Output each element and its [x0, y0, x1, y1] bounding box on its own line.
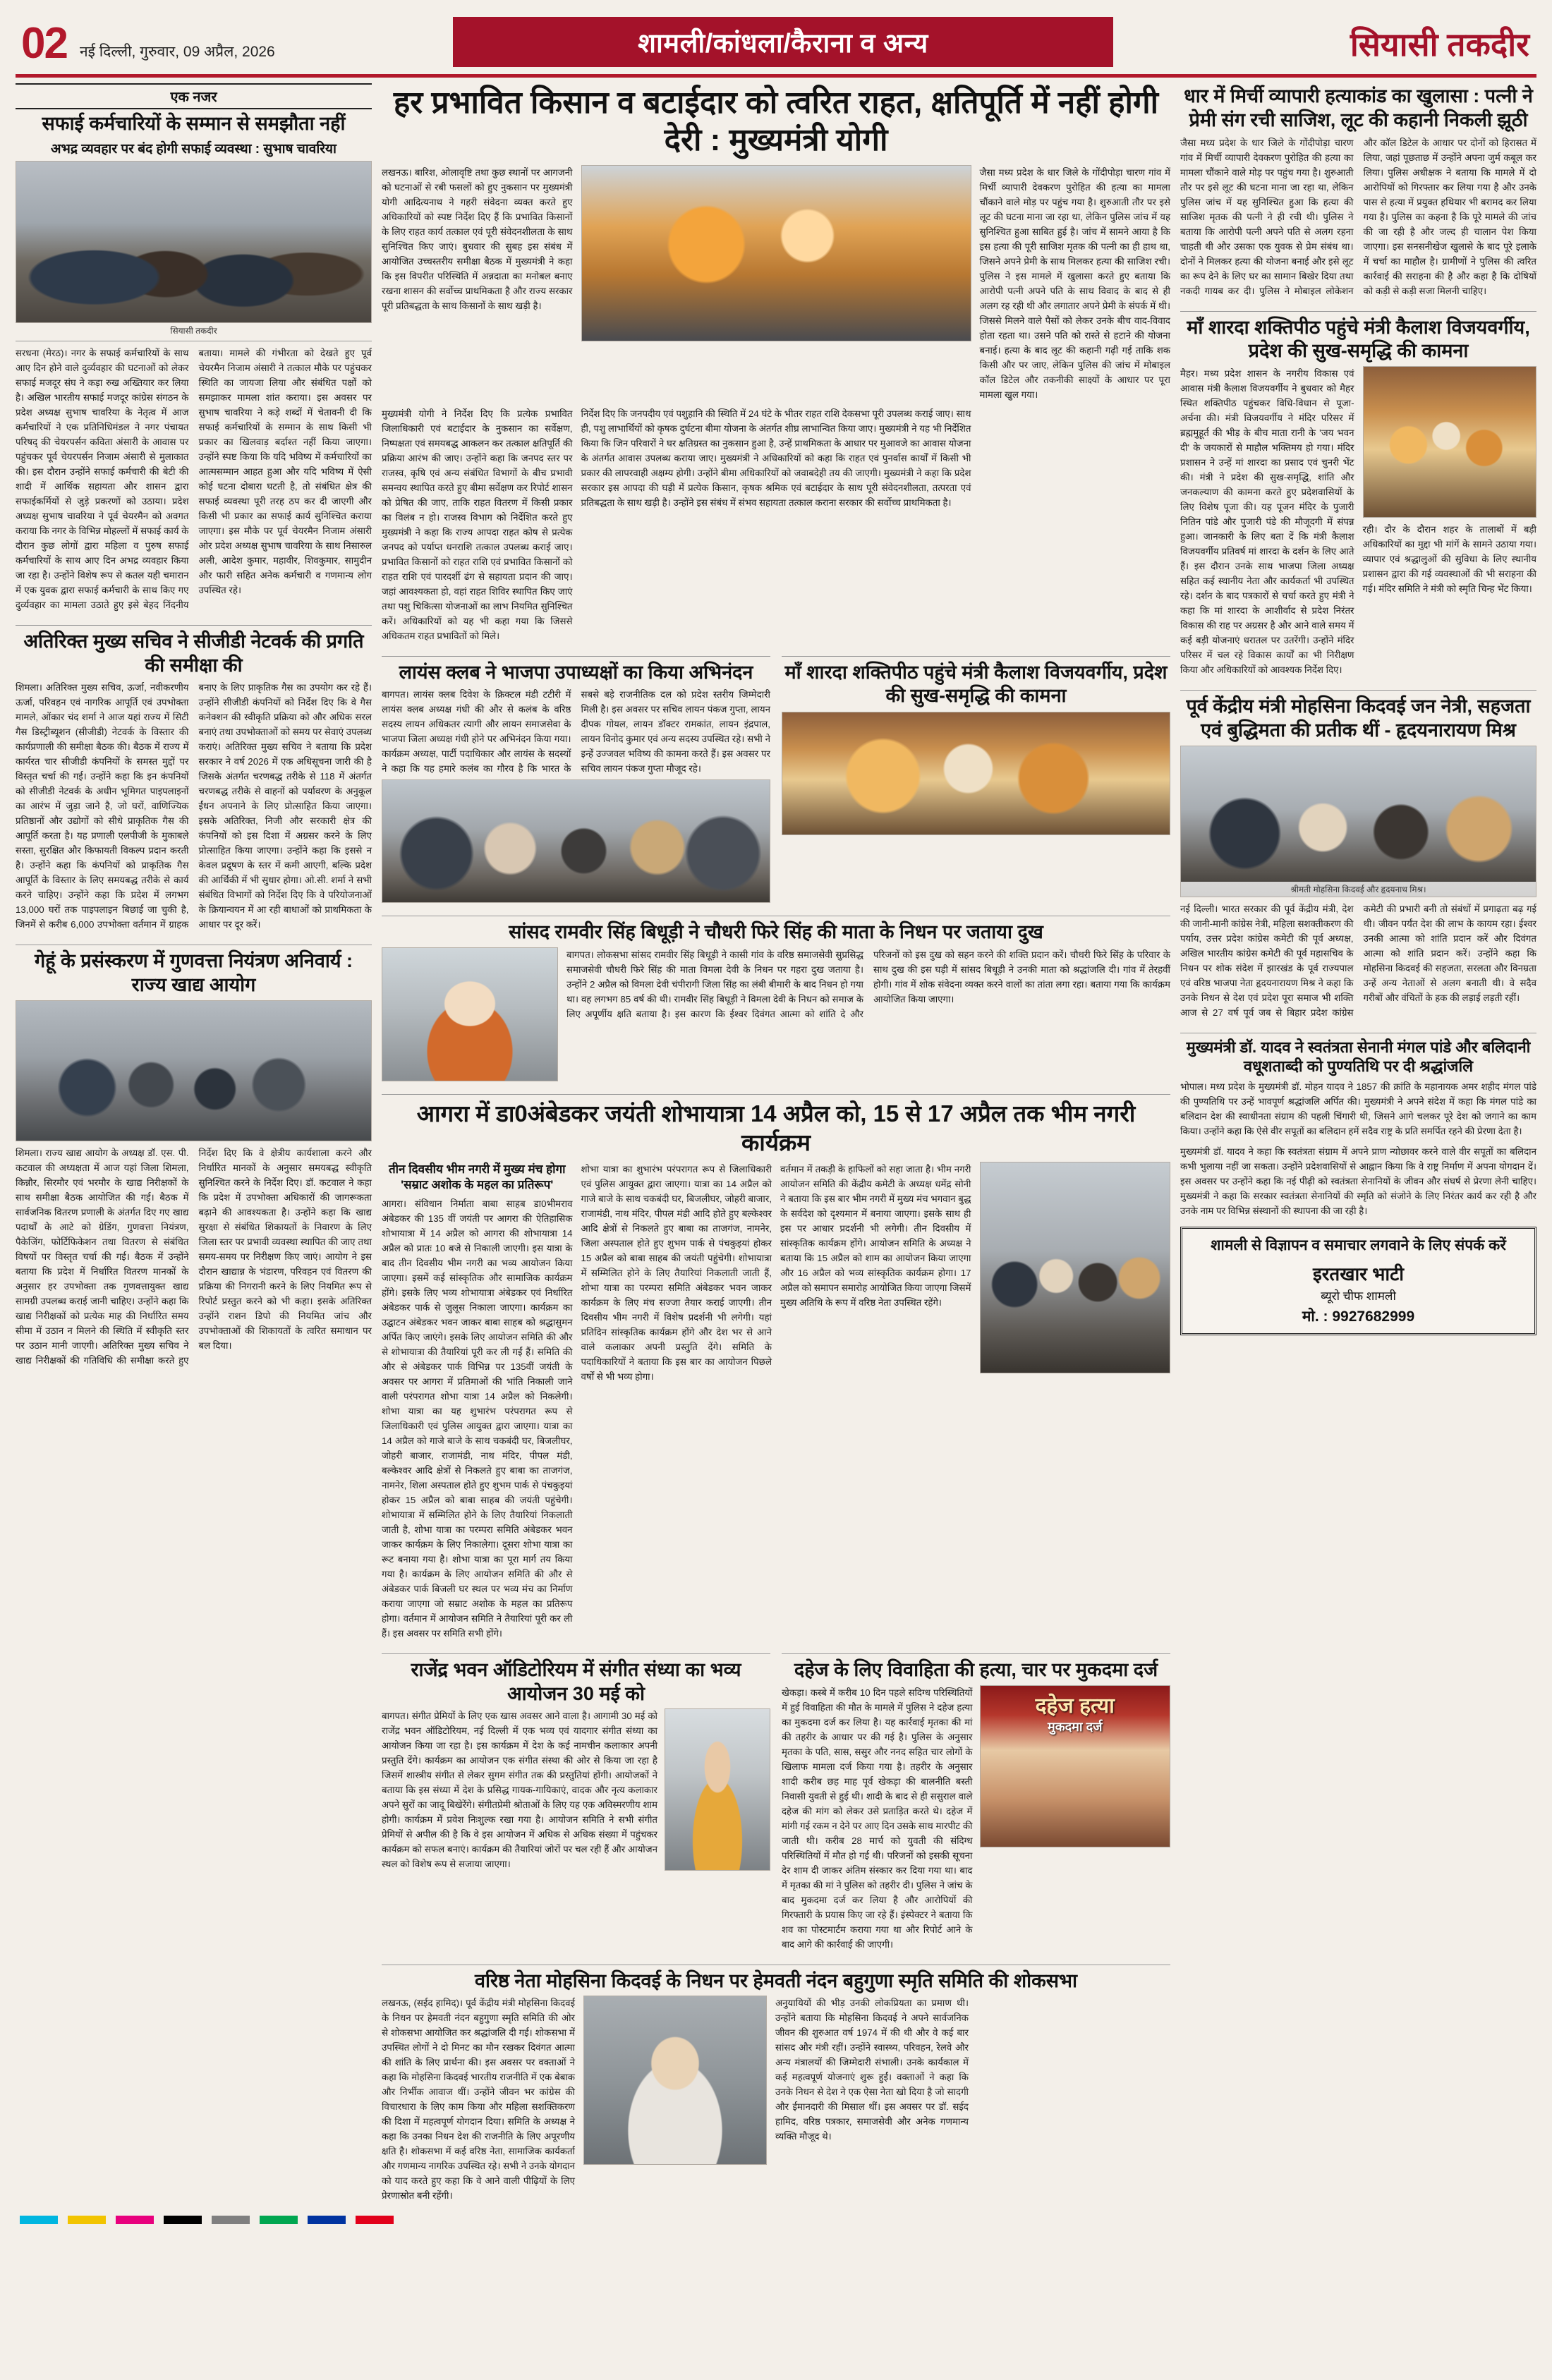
article-ambedkar-jayanti [382, 1090, 1170, 1641]
color-swatch-blue [308, 2216, 346, 2224]
headline-dhar: धार में मिर्ची व्यापारी हत्याकांड का खुलासा : पत्नी ने प्रेमी संग रची साजिश, लूट की कहानी निकली झूठी [1184, 85, 1533, 130]
headline-cm-yadav: मुख्यमंत्री डॉ. यादव ने स्वतंत्रता सेनानी मंगल पांडे और बलिदानी वधूशताब्दी को पुण्यतिथि पर दी श्रद्धांजलि [1186, 1038, 1531, 1075]
article-music-evening [382, 1649, 770, 1952]
subhead-ambedkar: तीन दिवसीय भीम नगरी में मुख्य मंच होगा 'सम्राट अशोक के महल का प्रतिरूप' [388, 1162, 566, 1191]
article-safai-karmchari [16, 83, 372, 612]
body-lead-p4: जैसा मध्य प्रदेश के धार जिले के गोंदीपोड़ा चारण गांव में मिर्ची व्यापारी देवकरण पुरोहित की हत्या का मामला चौंकाने वाले मोड़ पर पहुंच गया है। शुरुआती तौर पर इसे लूट की घटना माना जा रहा था, लेकिन पुलिस जांच में यह सुनिश्चित हुआ साबित हुई है। जांच में सामने आया है कि इस हत्या की पूरी साजिश मृतक की पत्नी का ही हाथ था, जिसने अपने प्रेमी के साथ मिलकर हत्या की साजिश रची। पुलिस ने इस मामले में खुलासा करते हुए बताया कि आरोपी पत्नी अपने पति के साथ विवाद के बाद से ही अलग रह रही थी और लगातार अपने प्रेमी के संपर्क में थी। जिससे मिलने वाले पैसों को लेकर उनके बीच वाद-विवाद होता रहता था। उसने पति को रास्ते से हटाने की योजना बनाई। हत्या के बाद लूट की कहानी गढ़ी गई ताकि शक किसी और पर जाए, लेकिन पुलिस की जांच में मोबाइल कॉल डिटेल और तकनीकी साक्ष्यों के आधार पर पूरा मामला खुल गया। [979, 166, 1170, 400]
ad-contact-name: इरतखार भाटी [1313, 1263, 1404, 1285]
print-color-bar [16, 2213, 1536, 2224]
body-sharda-2: रही। दौर के दौरान शहर के तालाबों में बड़ी अधिकारियों का मुद्दा भी मांगें के सामने उठाया गया। व्यापार एवं श्रद्धालुओं की सुविधा के लिए स्थानीय प्रशासन द्वारा की गई व्यवस्थाओं की भी सराहना की गई। मंदिर समिति ने मंत्री को स्मृति चिन्ह भेंट किया। [1362, 524, 1536, 594]
article-kidwai-tribute [1180, 686, 1536, 1020]
body-kidwai-2: अनुयायियों की भीड़ उनकी लोकप्रियता का प्रमाण थी। उन्होंने बताया कि मोहसिना किदवई ने अपने सार्वजनिक जीवन की शुरुआत वर्ष 1974 में की थी और वे कई बार सांसद और मंत्री रहीं। उन्होंने स्वास्थ्य, परिवहन, रेलवे और अन्य मंत्रालयों की जिम्मेदारी संभाली। उनके कार्यकाल में कई महत्वपूर्ण योजनाएं शुरू हुईं। वक्ताओं ने कहा कि उनके निधन से देश ने एक ऐसा नेता खो दिया है जो सादगी और ईमानदारी की मिसाल थीं। इस अवसर पर डॉ. सईद हामिद, वरिष्ठ पत्रकार, समाजसेवी और अनेक गणमान्य व्यक्ति मौजूद थे। [775, 1998, 969, 2142]
masthead-date: नई दिल्ली, गुरुवार, 09 अप्रैल, 2026 [79, 43, 275, 60]
dowry-graphic-title: दहेज हत्या [1035, 1694, 1115, 1718]
headline-cgd: अतिरिक्त मुख्य सचिव ने सीजीडी नेटवर्क की प्रगति की समीक्षा की [23, 630, 364, 676]
body-lead-p5 [980, 406, 1171, 643]
left-column [16, 83, 372, 2203]
photo-food-commission-meeting [16, 1000, 372, 1141]
headline-ambedkar: आगरा में डा0अंबेडकर जयंती शोभायात्रा 14 अप्रैल को, 15 से 17 अप्रैल तक भीम नगरी कार्यक्रम [416, 1100, 1136, 1156]
headline-wheat: गेहूं के प्रसंस्करण में गुणवत्ता नियंत्रण अनिवार्य : राज्य खाद्य आयोग [34, 950, 353, 995]
headline-safai: सफाई कर्मचारियों के सम्मान से समझौता नहीं [42, 113, 346, 134]
photo-kidwai-mishra [1180, 746, 1536, 897]
center-column [382, 83, 1170, 2203]
body-ambedkar-2: शोभा यात्रा का शुभारंभ परंपरागत रूप से जिलाधिकारी एवं पुलिस आयुक्त द्वारा जाएगा। यात्रा का 14 अप्रैल को गाजे बाजे के साथ चकबंदी घर, बिजलीघर, जोहरी बाजार, राजामंडी, नाथ मंदिर, पीपल मंडी आदि होते हुए बल्केश्वर आदि क्षेत्रों से निकलते हुए बाबा का ताजगंज, नामनेर, जिला अस्पताल होते हुए शुभम पार्क से पंचकुइयां होकर 15 अप्रैल को बाबा साहब की जयंती पहुंचेगी। शोभायात्रा में सम्मिलित होने के लिए तैयारियां निकलाती जाती हैं, शोभा यात्रा का परम्परा समिति अंबेडकर भवन जाकर कार्यक्रम के लिए मंच सज्जा तैयार कराई जाएगी। तीन दिवसीय भीम नगरी में विशेष प्रदर्शनी भी लगेगी। यहां प्रतिदिन सांस्कृतिक कार्यक्रम होंगे और देश भर से आने वाले कलाकार अपनी प्रस्तुति देंगे। समिति के पदाधिकारियों ने बताया कि इस बार का आयोजन पिछले वर्षों से भी भव्य होगा। [581, 1163, 772, 1382]
photo-cm-meeting [581, 165, 971, 341]
photo-sharda-temple [782, 712, 1170, 835]
headline-kidwai-shoksabha: वरिष्ठ नेता मोहसिना किदवई के निधन पर हेमवती नंदन बहुगुणा स्मृति समिति की शोकसभा [474, 1969, 1078, 1991]
photo-music-organizer [665, 1708, 770, 1871]
divider [382, 656, 770, 657]
divider [382, 1094, 1170, 1095]
color-swatch-magenta [116, 2216, 154, 2224]
ad-headline: शामली से विज्ञापन व समाचार लगवाने के लिए संपर्क करें [1211, 1237, 1506, 1253]
body-cm-yadav-1: भोपाल। मध्य प्रदेश के मुख्यमंत्री डॉ. मोहन यादव ने 1857 की क्रांति के महानायक अमर शहीद मंगल पांडे की पुण्यतिथि पर उन्हें भावपूर्ण श्रद्धांजलि अर्पित की। मुख्यमंत्री ने अपने संदेश में कहा कि मंगल पांडे का बलिदान देश की स्वाधीनता संग्राम की पहली चिंगारी थी, जिसने आगे चलकर पूरे देश को जगाने का काम किया। उन्होंने कहा कि ऐसे वीर सपूतों का बलिदान हमें सदैव राष्ट्र के प्रति समर्पित रहने की प्रेरणा देता है। [1180, 1081, 1536, 1136]
color-swatch-gray [212, 2216, 250, 2224]
divider [782, 1653, 1170, 1654]
body-ambedkar-3: वर्तमान में तकड़ी के हाफिलों को सहा जाता है। भीम नगरी आयोजन समिति की केंद्रीय कमेटी के अध्यक्ष धमेंद्र सोनी ने बताया कि इस बार भीम नगरी में मुख्य मंच भगवान बुद्ध के सर्वदेश को दृश्यमान में बनाया जाएगा। इसके साथ ही इस पर आधार प्रदर्शनी भी लगेगी। तीन दिवसीय में सांस्कृतिक कार्यक्रम होंगे। आयोजन समिति के अध्यक्ष ने बताया कि 15 अप्रैल को शाम का आयोजन किया जाएगा और 16 अप्रैल को भव्य सांस्कृतिक कार्यक्रम होगा। 17 अप्रैल को समापन समारोह आयोजित किया जाएगा जिसमें मुख्य अतिथि के रूप में वरिष्ठ नेता उपस्थित रहेंगे। [780, 1163, 971, 1308]
body-safai: सरधना (मेरठ)। नगर के सफाई कर्मचारियों के साथ आए दिन होने वाले दुर्व्यवहार की घटनाओं को लेकर सफाई मजदूर संघ ने कड़ा रुख अख्तियार कर लिया है। अखिल भारतीय सफाई मजदूर कांग्रेस संगठन के प्रदेश अध्यक्ष सुभाष चावरिया के नेतृत्व में आज कर्मचारियों ने एक प्रतिनिधिमंडल ने नगर पंचायत परिषद् की चेयरपर्सन कविता अंसारी के आवास पर पहुंचकर पूर्व चेयरपर्सन निजाम अंसारी से मुलाकात की। इस दौरान उन्होंने सफाई कर्मचारी की बेटी की शादी में आर्थिक सहायता और शासन द्वारा सफाईकर्मियों से जुड़े प्रकरणों को उठाया। प्रदेश अध्यक्ष सुभाष चावरिया ने पूर्व चेयरमैन को अवगत कराया कि नगर के विभिन्न मोहल्लों में सफाई कार्य के दौरान कुछ लोगों द्वारा महिला व पुरुष सफाई कर्मचारियों के साथ आए दिन अभद्र व्यवहार किया जा रहा है। उन्होंने विशेष रूप से कतल यही चमारान में एक युवक द्वारा सफाई कर्मचारी के साथ किए गए दुर्व्यवहार का मामला उठाते हुए इसे बेहद निंदनीय बताया। मामले की गंभीरता को देखते हुए पूर्व चेयरमैन निजाम अंसारी ने तत्काल मौके पर पहुंचकर स्थिति का जायजा लिया और संबंधित पक्षों को समझाकर मामला शांत कराया। इस अवसर पर सुभाष चावरिया ने कड़े शब्दों में चेतावनी दी कि सफाई कर्मचारियों के सम्मान के साथ किसी भी प्रकार का खिलवाड़ बर्दाश्त नहीं किया जाएगा। उन्होंने स्पष्ट किया कि यदि भविष्य में कर्मचारियों का आत्मसम्मान आहत हुआ और यदि भविष्य में ऐसी कोई घटना दोबारा घटती है, तो संबंधित क्षेत्र की सफाई व्यवस्था पूरी तरह ठप कर दी जाएगी और किसी भी प्रकार का सफाई कार्य सुनिश्चित कराया जाएगा। इस मौके पर पूर्व चेयरमैन निजाम अंसारी ओर प्रदेश अध्यक्ष सुभाष चावरिया के साथ निसारुल अली, आदेश कुमार, महावीर, शिवकुमार, सामुदीन और फारी सहित अनेक कर्मचारी व गणमान्य लोग उपस्थित रहे। [16, 347, 372, 610]
photo-safai-meeting [16, 161, 372, 323]
photo-dowry-graphic [980, 1685, 1171, 1847]
body-music: बागपत। संगीत प्रेमियों के लिए एक खास अवसर आने वाला है। आगामी 30 मई को राजेंद्र भवन ऑडिटोरियम, नई दिल्ली में एक भव्य एवं यादगार संगीत संध्या का आयोजन किया जा रहा है। इस कार्यक्रम में देश के कई नामचीन कलाकार अपनी प्रस्तुति देंगे। कार्यक्रम का आयोजन एक संगीत संस्था की ओर से किया जा रहा है जिसमें शास्त्रीय संगीत से लेकर सुगम संगीत तक की प्रस्तुतियां होंगी। आयोजकों ने बताया कि इस संध्या में देश के प्रसिद्ध गायक-गायिकाएं, वादक और नृत्य कलाकार अपने सुरों का जादू बिखेरेंगे। संगीतप्रेमी श्रोताओं के लिए यह एक अविस्मरणीय शाम होगी। कार्यक्रम में प्रवेश निःशुल्क रखा गया है। आयोजन समिति ने सभी संगीत प्रेमियों से अपील की है कि वे इस आयोजन में अधिक से अधिक संख्या में पहुंचकर कार्यक्रम को सफल बनाएं। कार्यक्रम की तैयारियां जोरों पर चल रही हैं और आयोजन स्थल को विशेष रूप से सजाया जाएगा। [382, 1711, 657, 1870]
article-mp-condolence [382, 911, 1170, 1081]
photo-caption-safai: सियासी तकदीर [170, 325, 217, 336]
ad-contact-role: ब्यूरो चीफ शामली [1321, 1289, 1396, 1303]
article-cgd-network [16, 621, 372, 933]
color-swatch-green [260, 2216, 298, 2224]
page-number: 02 [21, 18, 67, 68]
paper-name: सियासी तकदीर [1350, 25, 1529, 63]
body-wheat: शिमला। राज्य खाद्य आयोग के अध्यक्ष डॉ. एस. पी. कटवाल की अध्यक्षता में आज यहां जिला शिमला, किन्नौर, सिरमौर एवं भरमौर के खाद्य निरीक्षकों के साथ समीक्षा बैठक आयोजित की गई। बैठक में सार्वजनिक वितरण प्रणाली के अंतर्गत दिए गए खाद्य पदार्थों के आटे को ग्रेडिंग, गुणवत्ता नियंत्रण, पैकेजिंग, फोर्टिफिकेशन तथा वितरण से संबंधित विषयों पर विस्तृत चर्चा की गई। बैठक में उन्होंने बताया कि प्रदेश में निर्धारित वितरण मानकों के अनुसार हर उपभोक्ता तक गुणवत्तायुक्त खाद्य सामग्री उपलब्ध कराई जानी चाहिए। उन्होंने कहा कि खाद्य निरीक्षकों को प्रत्येक माह की निर्धारित समय सीमा में उठान न मिलने की स्थिति में स्वीकृति स्तर पर उठान मानी जाएगी। अतिरिक्त मुख्य सचिव ने खाद्य निरीक्षकों की गतिविधि की समीक्षा करते हुए निर्देश दिए कि वे क्षेत्रीय कार्यशाला करने और निर्धारित मानकों के अनुसार समयबद्ध स्वीकृति सुनिश्चित करने के निर्देश दिए। डॉ. कटवाल ने कहा कि प्रदेश में उपभोक्ता अधिकारों की जागरूकता बढ़ाने की आवश्यकता है। उन्होंने कहा कि खाद्य सुरक्षा से संबंधित शिकायतों के निवारण के लिए जिला स्तर पर प्रभावी व्यवस्था स्थापित की जाए तथा समय-समय पर निरीक्षण किए जाएं। आयोग ने इस दौरान खाद्यान्न के भंडारण, परिवहन एवं वितरण की प्रक्रिया की निगरानी करने के लिए नियमित रूप से रिपोर्ट प्रस्तुत करने को भी कहा। इसके अतिरिक्त उन्होंने राशन डिपो की नियमित जांच और उपभोक्ताओं की शिकायतों के त्वरित समाधान पर बल दिया। [16, 1147, 372, 1366]
body-lead-p2: मुख्यमंत्री योगी ने निर्देश दिए कि प्रत्येक प्रभावित जिलाधिकारी एवं बटाईदार के नुकसान का सर्वेक्षण, निष्पक्षता एवं समयबद्ध आकलन कर तत्काल क्षतिपूर्ति की प्रक्रिया आरंभ की जाए। उन्होंने कहा कि जनपद स्तर पर राजस्व, कृषि एवं अन्य संबंधित विभागों के बीच प्रभावी समन्वय स्थापित करते हुए बीमा सर्वेक्षण कर रिपोर्ट शासन को प्रेषित की जाए, ताकि राहत वितरण में किसी प्रकार का विलंब न हो। राजस्व विभाग को निर्देशित करते हुए मुख्यमंत्री ने कहा कि राज्य आपदा राहत कोष से प्रत्येक जनपद को पर्याप्त धनराशि तत्काल उपलब्ध कराई जाए। प्रभावित किसानों को राहत राशि एवं प्रभावित किसानों को राहत राशि एवं पारदर्शी ढंग से सहायता प्रदान की जाए। जहां आवश्यकता हो, वहां राहत शिविर स्थापित किए जाएं तथा पशु चिकित्सा योजनाओं का लाभ नियमित सुनिश्चित करें। अधिकारियों को यह भी कहा गया कि जिससे अधिकतम राहत प्रभावितों को मिले। [382, 408, 573, 641]
photo-lions-felicitation [382, 779, 770, 903]
body-lions: बागपत। लायंस क्लब दिवेश के क्रिक्टल मंडी टटीरी में लायंस क्लब अध्यक्ष गंधी की और से कलंब के वरिष्ठ सदस्य लायन अधिकतर त्यागी और लायन समाजसेवा के भाजपा जिला अध्यक्ष गंधी होने पर अभिनंदन किया गया। कार्यक्रम अध्यक्ष, पार्टी पदाधिकार और लायंस के सदस्यों ने कहा कि यह हमारे कलंब का गौरव है कि भारत के सबसे बड़े राजनीतिक दल को प्रदेश स्तरीय जिम्मेदारी मिली है। इस अवसर पर सचिव लायन पंकज गुप्ता, लायन दीपक गोयल, लायन डॉक्टर रामकांत, लायन इंद्रपाल, लायन विनोद कुमार एवं अन्य सदस्य उपस्थित रहे। सभी ने इन्हें उज्जवल भविष्य की कामना करते हैं। इस अवसर पर सचिव लायन पंकज गुप्ता मौजूद रहे। [382, 689, 770, 775]
article-sharda-placeholder [782, 652, 1170, 904]
photo-deceased-mother [382, 947, 558, 1081]
body-cm-yadav-2: मुख्यमंत्री डॉ. यादव ने कहा कि स्वतंत्रता संग्राम में अपने प्राण न्योछावर करने वाले वीर सपूतों का बलिदान कभी भुलाया नहीं जा सकता। उन्होंने प्रदेशवासियों से आह्वान किया कि वे राष्ट्र निर्माण में अपना योगदान दें। इस अवसर पर उन्होंने कहा कि नई पीढ़ी को स्वतंत्रता सेनानियों के जीवन और संघर्ष से प्रेरणा लेनी चाहिए। मुख्यमंत्री ने कहा कि सरकार स्वतंत्रता सेनानियों की स्मृति को संजोने के लिए निरंतर कार्य कर रही है और उनके नाम पर विभिन्न संस्थानों की स्थापना की जा रही है। [1180, 1146, 1536, 1216]
article-dowry-murder [782, 1649, 1170, 1952]
classified-ad-box[interactable] [1180, 1227, 1536, 1335]
headline-lions: लायंस क्लब ने भाजपा उपाध्यक्षों का किया अभिनंदन [399, 661, 753, 683]
article-lead-cm-yogi [382, 83, 1170, 643]
article-lions-club [382, 652, 770, 904]
divider [16, 625, 372, 626]
article-wheat-quality [16, 940, 372, 1368]
color-swatch-black [164, 2216, 202, 2224]
section-title: शामली/कांधला/कैराना व अन्य [453, 17, 1113, 67]
color-swatch-red [356, 2216, 394, 2224]
photo-mohsina-kidwai [583, 1996, 767, 2165]
ek-nazar-label: एक नजर [16, 83, 372, 109]
ad-contact-phone[interactable]: मो. : 9927682999 [1302, 1308, 1415, 1325]
photo-ambedkar-procession [980, 1162, 1171, 1373]
body-mp-condolence: बागपत। लोकसभा सांसद रामवीर सिंह बिधूड़ी ने कासी गांव के वरिष्ठ समाजसेवी सुप्रसिद्ध समाजसेवी चौधरी फिरे सिंह की माता विमला देवी के निधन पर गहरा दुख जताया है। उन्होंने 2 अप्रैल को विमला देवी चंपीरागी जिला सिंह का लंबी बीमारी के बाद निधन हो गया था। वह लगभग 85 वर्ष की थी। रामवीर सिंह बिधूड़ी ने विमला देवी के निधन को समाज के लिए अपूर्णीय क्षति बताया है। इस कारण कि ईश्वर दिवंगत आत्मा को शांति दे और परिजनों को इस दुख को सहन करने की शक्ति प्रदान करें। चौधरी फिरे सिंह के परिवार के साथ दुख की इस घड़ी में सांसद बिधूड़ी ने उनकी माता को श्रद्धांजलि दी। गांव में तेरहवीं होगी। गांव में शोक संवेदना व्यक्त करने वालों का तांता लगा रहा। बताया गया कि कार्यक्रम आयोजित किया जाएगा। [566, 949, 1170, 1020]
photo-minister-temple [1363, 366, 1537, 518]
photo-caption-kidwai: श्रीमती मोहसिना किदवई और हृदयनाथ मिश्र। [1181, 882, 1536, 897]
headline-music: राजेंद्र भवन ऑडिटोरियम में संगीत संध्या का भव्य आयोजन 30 मई को [411, 1658, 741, 1704]
body-lead-p1: लखनऊ। बारिश, ओलावृष्टि तथा कुछ स्थानों पर आगजनी को घटनाओं से रबी फसलों को हुए नुकसान पर मुख्यमंत्री योगी आदित्यनाथ ने गहरी संवेदना व्यक्त करते हुए अधिकारियों को स्पष्ट निर्देश दिए हैं कि प्रभावित किसानों के लिए राहत कार्य तत्काल एवं पूरी संवेदनशीलता के साथ सुनिश्चित किए जाएं। बुधवार की सुबह इस संबंध में आयोजित उच्चस्तरीय समीक्षा बैठक में मुख्यमंत्री ने कहा कि इस विपरीत परिस्थिति में अन्नदाता का मनोबल बनाए रखना शासन की सर्वोच्च प्राथमिकता है और राज्य सरकार पूरी प्रतिबद्धता के साथ किसानों के साथ खड़ी है। [382, 166, 573, 311]
headline-dowry: दहेज के लिए विवाहिता की हत्या, चार पर मुकदमा दर्ज [794, 1658, 1158, 1680]
article-sharda-shaktipeeth [1180, 307, 1536, 678]
headline-lead: हर प्रभावित किसान व बटाईदार को त्वरित राहत, क्षतिपूर्ति में नहीं होगी देरी : मुख्यमंत्री योगी [393, 85, 1159, 157]
body-dowry: खेकड़ा। कस्बे में करीब 10 दिन पहले सदिग्ध परिस्थितियों में हुई विवाहिता की मौत के मामले में पुलिस ने दहेज हत्या का मुकदमा दर्ज कर लिया है। यह कार्रवाई मृतका की मां की तहरीर के आधार पर की गई है। पुलिस के अनुसार मृतका के पति, सास, ससुर और ननद सहित चार लोगों के खिलाफ मामला दर्ज किया गया है। तहरीर के अनुसार शादी करीब छह माह पूर्व खेकड़ा की बालनीति बस्ती निवासी युवती से हुई थी। शादी के बाद से ही ससुराल वाले दहेज की मांग को लेकर उसे प्रताड़ित करते थे। दहेज में मांगी गई रकम न देने पर आए दिन उसके साथ मारपीट की जाती थी। करीब 28 मार्च को युवती की संदिग्ध परिस्थितियों में मौत हो गई थी। परिजनों को इसकी सूचना देर शाम दी जाकर अंतिम संस्कार कर दिया गया था। बाद में मृतका की मां ने पुलिस को तहरीर दी। पुलिस ने जांच के बाद मुकदमा दर्ज कर लिया है और आरोपियों की गिरफ्तारी के प्रयास किए जा रहे हैं। इंस्पेक्टर ने बताया कि शव का पोस्टमार्टम कराया गया था और रिपोर्ट आने के बाद आगे की कार्रवाई की जाएगी। [782, 1687, 973, 1950]
headline-sharda-center: माँ शारदा शक्तिपीठ पहुंचे मंत्री कैलाश विजयवर्गीय, प्रदेश की सुख-समृद्धि की कामना [784, 661, 1168, 707]
headline-mp-condolence: सांसद रामवीर सिंह बिधूड़ी ने चौधरी फिरे सिंह की माता के निधन पर जताया दुख [509, 921, 1043, 943]
body-dhar: जैसा मध्य प्रदेश के धार जिले के गोंदीपोड़ा चारण गांव में मिर्ची व्यापारी देवकरण पुरोहित की हत्या का मामला चौंकाने वाले मोड़ पर पहुंच गया है। शुरुआती तौर पर इसे लूट की घटना माना जा रहा था, लेकिन पुलिस जांच में यह सुनिश्चित हुआ कि हत्या की साजिश मृतक की पत्नी ने ही रची थी। पुलिस ने बताया कि आरोपी पत्नी अपने पति से अलग रहना चाहती थी और उसका एक युवक से प्रेम संबंध था। दोनों ने मिलकर हत्या की योजना बनाई और इसे लूट का रूप देने के लिए घर का सामान बिखेर दिया तथा नकदी गायब कर दी। पुलिस ने मोबाइल लोकेशन और कॉल डिटेल के आधार पर दोनों को हिरासत में लिया, जहां पूछताछ में उन्होंने अपना जुर्म कबूल कर लिया। पुलिस अधीक्षक ने बताया कि मामले में दो आरोपियों को गिरफ्तार कर लिया गया है और उनके पास से हत्या में प्रयुक्त हथियार भी बरामद कर लिया गया है। पुलिस का कहना है कि पूरे मामले की जांच की जा रही है और जल्द ही चालान पेश किया जाएगा। इस सनसनीखेज खुलासे के बाद पूरे इलाके में चर्चा का माहौल है। ग्रामीणों ने पुलिस की त्वरित कार्रवाई की सराहना की है और कहा है कि दोषियों को कड़ी से कड़ी सजा मिलनी चाहिए। [1180, 137, 1536, 296]
right-column [1180, 83, 1536, 2203]
body-lead-p3: निर्देश दिए कि जनपदीय एवं पशुहानि की स्थिति में 24 घंटे के भीतर राहत राशि देकसभा पूरी उपलब्ध कराई जाए। साथ ही, पशु लाभार्थियों को कृषक दुर्घटना बीमा योजना के अंतर्गत शीघ्र लाभान्वित किया जाए। मुख्यमंत्री ने यह भी निर्देशित किया कि जिन परिवारों ने घर क्षतिग्रस्त का नुकसान हुआ है, उन्हें प्राथमिकता के आधार पर मुआवजे का आवास योजना के अंतर्गत आवास उपलब्ध कराया जाए। मुख्यमंत्री ने अधिकारियों को कहा कि राहत एवं पुनर्वास कार्यों में किसी भी प्रकार की लापरवाही अक्षम्य होगी। उन्होंने बीमा अधिकारियों को जवाबदेही तय की जाएगी। मुख्यमंत्री ने कहा कि प्रदेश सरकार इस आपदा की घड़ी में प्रत्येक किसान, कृषक श्रमिक एवं बटाईदार के साथ पूरी संवेदनशीलता, तत्परता एवं प्रतिबद्धता के साथ खड़ी है। उन्होंने इस संबंध में संभव सहायता तत्काल कराना सरकार की सर्वोच्च प्राथमिकता है। [581, 408, 971, 508]
divider [1180, 311, 1536, 312]
divider [1180, 690, 1536, 691]
body-kidwai-1: लखनऊ, (सईद हामिद)। पूर्व केंद्रीय मंत्री मोहसिना किदवई के निधन पर हेमवती नंदन बहुगुणा स्मृति समिति की ओर से शोकसभा आयोजित कर श्रद्धांजलि दी गई। शोकसभा में उपस्थित लोगों ने दो मिनट का मौन रखकर दिवंगत आत्मा की शांति के लिए प्रार्थना की। इस अवसर पर वक्ताओं ने कहा कि मोहसिना किदवई भारतीय राजनीति में एक बेबाक और निर्भीक आवाज थीं। उन्होंने जीवन भर कांग्रेस की विचारधारा के लिए काम किया और महिला सशक्तिकरण की दिशा में महत्वपूर्ण योगदान दिया। समिति के अध्यक्ष ने कहा कि उनका निधन देश की राजनीति के लिए अपूरणीय क्षति है। शोकसभा में कई वरिष्ठ नेता, सामाजिक कार्यकर्ता और गणमान्य नागरिक उपस्थित रहे। सभी ने उनके योगदान को याद करते हुए कहा कि वे आने वाली पीढ़ियों के लिए प्रेरणास्रोत बनी रहेंगी। [382, 1998, 575, 2202]
body-sharda-1: मैहर। मध्य प्रदेश शासन के नगरीय विकास एवं आवास मंत्री कैलाश विजयवर्गीय ने बुधवार को मैहर स्थित शक्तिपीठ पहुंचकर विधि-विधान से पूजा-अर्चना की। मंत्री विजयवर्गीय ने मंदिर परिसर में ब्रह्ममुहूर्त की भीड़ के बीच माता रानी के 'जय भवन दी' के जयकारों से माहौल भक्तिमय हो गया। मंदिर प्रशासन ने उन्हें मां शारदा का प्रसाद एवं चुनरी भेंट की। मंत्री ने प्रदेश की सुख-समृद्धि, शांति और जनकल्याण की कामना करते हुए प्रदेशवासियों के लिए विशेष पूजा की। यह पूजन मंदिर के पुजारी नितिन पांडे और पुजारी पंडे की मौजूदगी में संपन्न हुआ। जानकारी के लिए बता दें कि मंत्री कैलाश विजयवर्गीय प्रतिवर्ष मां शारदा के दर्शन के लिए आते हैं। इस दौरान उनके साथ भाजपा जिला अध्यक्ष सहित कई स्थानीय नेता और कार्यकर्ता भी उपस्थित रहे। दर्शन के बाद पत्रकारों से चर्चा करते हुए मंत्री ने कहा कि मां शारदा के आशीर्वाद से प्रदेश निरंतर विकास की राह पर अग्रसर है और आने वाले समय में कई बड़ी योजनाएं धरातल पर उतरेंगी। उन्होंने मंदिर परिसर में चल रहे विकास कार्यों का भी निरीक्षण किया और अधिकारियों को आवश्यक निर्देश दिए। [1180, 368, 1354, 675]
color-swatch-cyan [20, 2216, 58, 2224]
article-kidwai-shoksabha [382, 1960, 1170, 2204]
dowry-graphic-subtitle: मुकदमा दर्ज [1048, 1719, 1103, 1734]
divider [782, 656, 1170, 657]
page-grid [16, 83, 1536, 2203]
article-dhar-murder [1180, 83, 1536, 298]
article-cm-yadav-tribute [1180, 1028, 1536, 1218]
headline-sharda: माँ शारदा शक्तिपीठ पहुंचे मंत्री कैलाश विजयवर्गीय, प्रदेश की सुख-समृद्धि की कामना [1187, 316, 1530, 362]
body-cgd: शिमला। अतिरिक्त मुख्य सचिव, ऊर्जा, नवीकरणीय ऊर्जा, परिवहन एवं नागरिक आपूर्ति एवं उपभोक्ता मामले, ओंकार चंद शर्मा ने आज यहां राज्य में सिटी गैस डिस्ट्रीब्यूशन (सीजीडी) नेटवर्क के विस्तार की कार्यप्रणाली की समीक्षा बैठक की। बैठक में राज्य में कार्यरत चार सीजीडी कंपनियों के समस्त मुद्दों पर विस्तृत चर्चा की गई। उन्होंने कहा कि इन कंपनियों को सीजीडी नेटवर्क के अधीन भूमिगत पाइपलाइनों का आरंभ में जुड़ा जाने है, जो घरों, वाणिज्यिक प्रतिष्ठानों और उद्योगों को सीधे प्राकृतिक गैस की आपूर्ति करता है। यह प्रणाली एलपीजी के मुकाबले सस्ता, सुरक्षित और किफायती विकल्प प्रदान करती है। उन्होंने कहा कि कंपनियों को प्राकृतिक गैस आपूर्ति के विस्तार के लिए समयबद्ध तरीके से कार्य करने चाहिए। उन्होंने कहा कि प्रदेश में लगभग 13,000 घरों तक पाइपलाइन बिछाई जा चुकी है, जिनमें से करीब 6,000 उपभोक्ता वर्तमान में ग्राहक बनाए के लिए प्राकृतिक गैस का उपयोग कर रहे हैं। उन्होंने सीजीडी कंपनियों को निर्देश दिए कि वे गैस कनेक्शन की स्वीकृति प्रक्रिया को और अधिक सरल बनाएं तथा उपभोक्ताओं को समय पर सेवाएं उपलब्ध कराएं। अतिरिक्त मुख्य सचिव ने बताया कि प्रदेश सरकार ने वर्ष 2026 में एक अधिसूचना जारी की है जिसके अंतर्गत चरणबद्ध तरीके से 118 में अंतर्गत चरणबद्ध तरीके से वाहनों को पर्यावरण के अनुकूल ईंधन अपनाने के लिए प्रोत्साहित किया जाएगा। इसके अतिरिक्त, निजी और सरकारी क्षेत्र की कंपनियों को इस दिशा में अग्रसर करने के लिए प्रोत्साहित किया जाएगा। उन्होंने कहा कि इससे न केवल प्रदूषण के स्तर में कमी आएगी, बल्कि प्रदेश की आर्थिकी में भी सुधार होगा। ओ.सी. शर्मा ने सभी संबंधित विभागों को निर्देश दिए कि वे परियोजनाओं के क्रियान्वयन में आ रही बाधाओं को प्राथमिकता के आधार पर दूर करें। [16, 682, 372, 930]
color-swatch-yellow [68, 2216, 106, 2224]
subhead-safai: अभद्र व्यवहार पर बंद होगी सफाई व्यवस्था : सुभाष चावरिया [51, 141, 337, 157]
body-kidwai-tribute: नई दिल्ली। भारत सरकार की पूर्व केंद्रीय मंत्री, देश की जानी-मानी कांग्रेस नेत्री, महिला सशक्तीकरण की पर्याय, उत्तर प्रदेश कांग्रेस कमेटी की पूर्व अध्यक्ष, अखिल भारतीय कांग्रेस कमेटी की पूर्व महासचिव के निधन पर शोक संदेश में झारखंड के पूर्व राज्यपाल एवं वरिष्ठ भाजपा नेता हृदयनारायण मिश्र ने कहा कि उनके निधन से देश एवं प्रदेश पूरा समाज भी शक्ति आज से 27 वर्ष पूर्व जब से बिहार प्रदेश कांग्रेस कमेटी की प्रभारी बनी तो संबंधों में प्रगाढ़ता बढ़ गई थी। जीवन पर्यंत देश की लाभ के कायम रहा। ईश्वर उनकी आत्मा को शांति प्रदान करें और दिवंगत आत्मा को शांति प्रदान करें। उन्होंने कहा कि मोहसिना किदवई की सहजता, सरलता और विनम्रता उन्हें अन्य नेताओं से अलग बनाती थी। वे सदैव गरीबों और वंचितों के हक की लड़ाई लड़ती रहीं। [1180, 903, 1536, 1018]
body-ambedkar-1: आगरा। संविधान निर्माता बाबा साहब डा0भीमराव अंबेडकर की 135 वीं जयंती पर आगरा की ऐतिहासिक शोभायात्रा में 14 अप्रैल को आगरा की शोभायात्रा 14 अप्रैल को प्रातः 10 बजे से निकाली जाएगी। इस यात्रा के बाद तीन दिवसीय भीम नगरी का भव्य आयोजन किया जाएगा। इसमें कई सांस्कृतिक और सामाजिक कार्यक्रम होंगे। इसके लिए भव्य शोभायात्रा अंबेडकर एवं निर्धारित अंबेडकर पार्क से जुलूस निकाला जाएगा। कार्यक्रम का उद्घाटन अंबेडकर भवन जाकर बाबा साहब को श्रद्धासुमन अर्पित किए जाएंगे। इसके लिए आयोजन समिति की और से शोभायात्रा की तैयारियां पूरी कर ली गईं हैं। समिति की और से अंबेडकर पार्क विभिन्न पर 135वीं जयंती के अवसर पर आगरा में प्रतिमाओं की भांति निकाली जाने वाली परंपरागत शोभा यात्रा 14 अप्रैल को निकलेगी। शोभा यात्रा का यह शुभारंभ परंपरागत रूप से जिलाधिकारी एवं पुलिस आयुक्त द्वारा जाएगा। यात्रा का 14 अप्रैल को गाजे बाजे के साथ चकबंदी घर, बिजलीघर, जोहरी बाजार, राजामंडी, नाथ मंदिर, पीपल मंडी, बल्केश्वर आदि क्षेत्रों से निकलते हुए बाबा का ताजगंज, नामनेर, शिला अस्पताल होते हुए शुभम पार्क से पंचकुइयां होकर 15 अप्रैल को बाबा साहब की जयंती पहुंचेगी। शोभायात्रा में सम्मिलित होने के लिए तैयारियां निकलाती जाती है, शोभा यात्रा का परम्परा समिति अंबेडकर भवन जाकर कार्यक्रम के लिए निकालेगा। दूसरा शोभा यात्रा का रूट बनाया गया है। शोभा यात्रा का पूरा मार्ग तय किया गया है। कार्यक्रम के लिए आयोजन समिति की और से अंबेडकर पार्क बिजली घर स्थल पर भव्य मंच का निर्माण कराया जाएगा जो सम्राट अशोक के महल का प्रतिरूप होगा। वर्तमान में आयोजन समिति ने तैयारियां पूरी कर ली हैं। इस अवसर पर समिति सभी होंगे। [382, 1198, 573, 1639]
masthead [16, 13, 1536, 78]
body-kidwai-3 [977, 1996, 1170, 2203]
divider [382, 1653, 770, 1654]
masthead-left [16, 13, 453, 74]
headline-kidwai-tribute: पूर्व केंद्रीय मंत्री मोहसिना किदवई जन नेत्री, सहजता एवं बुद्धिमता की प्रतीक थीं - हृदयनारायण मिश्र [1186, 696, 1531, 741]
